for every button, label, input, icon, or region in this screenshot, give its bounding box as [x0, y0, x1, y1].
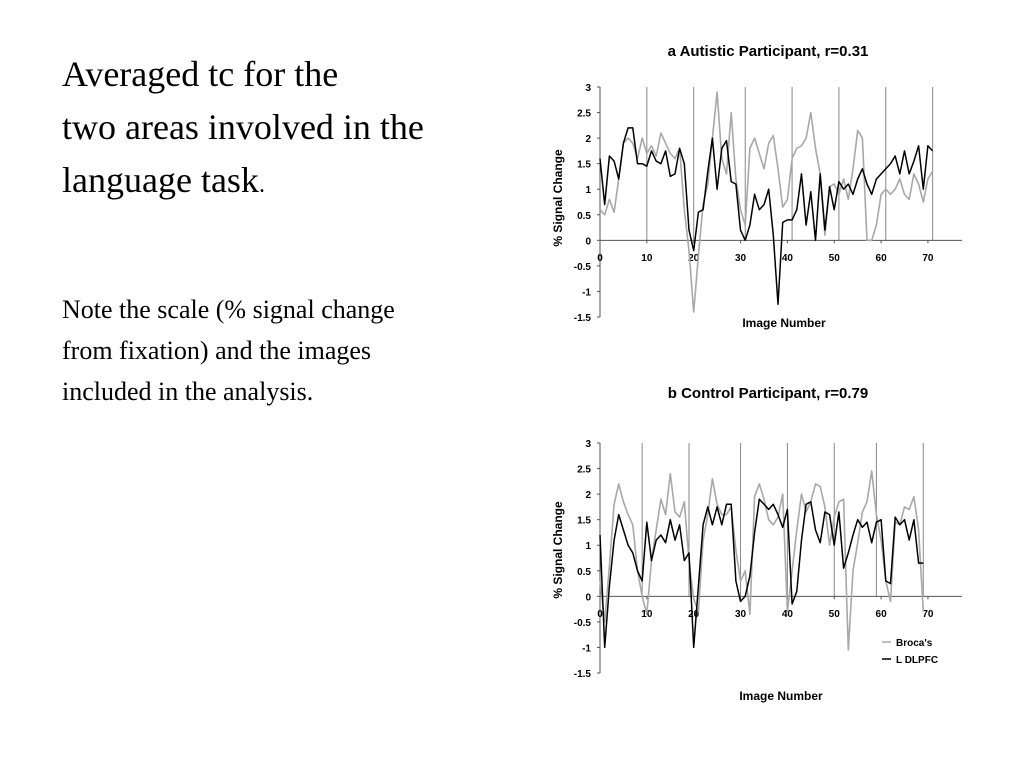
x-axis-label: Image Number [742, 316, 826, 330]
x-tick-label: 50 [828, 609, 840, 620]
x-tick-label: 10 [641, 609, 653, 620]
y-tick-label: 3 [585, 83, 591, 94]
y-tick-label: 2.5 [577, 108, 591, 120]
x-tick-label: 20 [688, 253, 700, 264]
x-tick-label: 60 [875, 609, 887, 620]
y-tick-label: 0 [585, 592, 591, 604]
x-tick-label: 10 [641, 253, 653, 264]
l-dlpfc-series-line [600, 499, 923, 647]
y-tick-label: -1 [582, 643, 591, 655]
y-tick-label: -0.5 [573, 261, 591, 273]
x-tick-label: 40 [781, 609, 793, 620]
y-tick-label: 1.5 [577, 515, 591, 527]
title-line-1: Averaged tc for the [62, 54, 339, 94]
y-tick-label: 0.5 [577, 566, 591, 578]
title-period: . [258, 172, 265, 198]
x-tick-label: 0 [597, 253, 603, 264]
y-tick-label: 0.5 [577, 210, 591, 222]
y-tick-label: 2 [585, 134, 591, 146]
chart-title: b Control Participant, r=0.79 [667, 385, 869, 402]
y-tick-label: 3 [585, 439, 591, 450]
y-tick-label: 1.5 [577, 159, 591, 171]
chart-title: a Autistic Participant, r=0.31 [667, 43, 869, 60]
legend-label-broca: Broca's [896, 638, 933, 649]
scale-note: Note the scale (% signal change from fixation) and the images included in the analysis. [62, 295, 395, 406]
x-tick-label: 60 [875, 253, 887, 264]
y-tick-label: -1.5 [573, 313, 591, 324]
y-tick-label: 0 [585, 236, 591, 248]
y-tick-label: 2.5 [577, 464, 591, 476]
y-tick-label: -1 [582, 287, 591, 299]
broca-series-line [600, 471, 923, 650]
x-tick-label: 50 [828, 253, 840, 264]
title-line-2: two areas involved in the [62, 107, 424, 147]
x-tick-label: 70 [922, 609, 934, 620]
legend-label-l-dlpfc: L DLPFC [896, 655, 939, 666]
y-tick-label: -0.5 [573, 617, 591, 629]
y-tick-label: 2 [585, 490, 591, 502]
y-axis-label: % Signal Change [551, 501, 565, 599]
y-axis-label: % Signal Change [551, 149, 565, 247]
x-axis-label: Image Number [739, 689, 823, 703]
y-tick-label: 1 [585, 185, 591, 197]
x-tick-label: 30 [734, 253, 747, 264]
x-tick-label: 40 [781, 253, 793, 264]
y-tick-label: 1 [585, 541, 591, 553]
x-tick-label: 20 [688, 609, 700, 620]
title-line-3: language task [62, 160, 259, 200]
y-tick-label: -1.5 [573, 669, 591, 680]
x-tick-label: 70 [922, 253, 934, 264]
x-tick-label: 30 [734, 609, 747, 620]
x-tick-label: 0 [597, 609, 603, 620]
